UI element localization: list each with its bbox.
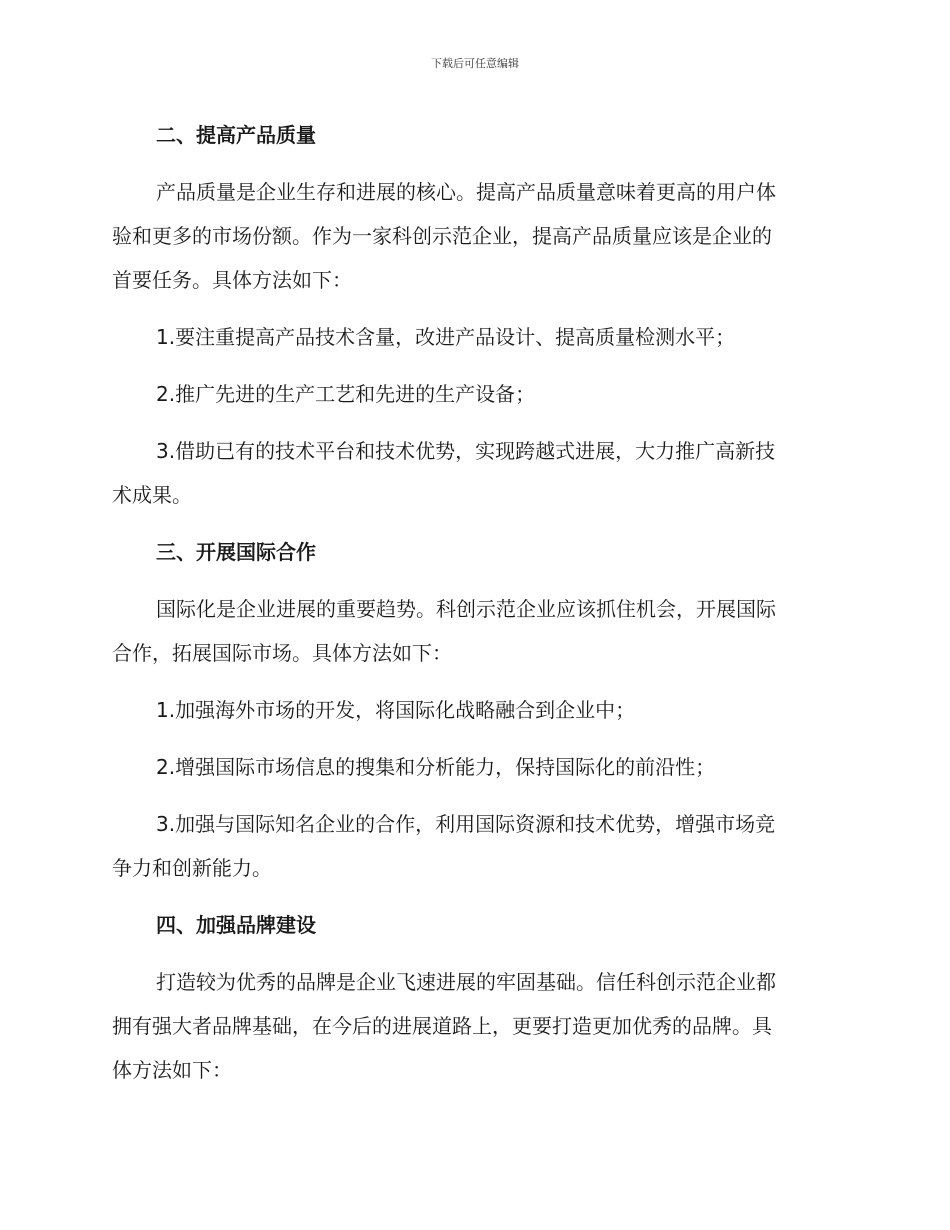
paragraph-line: 首要任务。具体方法如下：	[112, 268, 352, 292]
list-item: 2.增强国际市场信息的搜集和分析能力，保持国际化的前沿性；	[156, 755, 716, 779]
list-item-continuation: 术成果。	[112, 483, 192, 507]
paragraph-line: 打造较为优秀的品牌是企业飞速进展的牢固基础。信任科创示范企业都	[156, 970, 776, 994]
paragraph-line: 验和更多的市场份额。作为一家科创示范企业，提高产品质量应该是企业的	[112, 224, 772, 248]
list-item: 2.推广先进的生产工艺和先进的生产设备；	[156, 382, 536, 406]
page-header-note: 下载后可任意编辑	[431, 57, 519, 70]
section-heading-3: 三、开展国际合作	[156, 540, 316, 564]
list-item-continuation: 争力和创新能力。	[112, 856, 272, 880]
list-item: 1.要注重提高产品技术含量，改进产品设计、提高质量检测水平；	[156, 325, 736, 349]
document-body	[112, 113, 832, 1092]
section-heading-4: 四、加强品牌建设	[156, 913, 316, 937]
paragraph-line: 体方法如下：	[112, 1058, 232, 1082]
paragraph-line: 合作，拓展国际市场。具体方法如下：	[112, 641, 452, 665]
list-item: 1.加强海外市场的开发，将国际化战略融合到企业中；	[156, 698, 636, 722]
paragraph-line: 国际化是企业进展的重要趋势。科创示范企业应该抓住机会，开展国际	[156, 597, 776, 621]
section-heading-2: 二、提高产品质量	[156, 123, 316, 147]
list-item: 3.加强与国际知名企业的合作，利用国际资源和技术优势，增强市场竞	[156, 812, 776, 836]
list-item: 3.借助已有的技术平台和技术优势，实现跨越式进展，大力推广高新技	[156, 439, 776, 463]
paragraph-line: 拥有强大者品牌基础，在今后的进展道路上，更要打造更加优秀的品牌。具	[112, 1014, 772, 1038]
paragraph-line: 产品质量是企业生存和进展的核心。提高产品质量意味着更高的用户体	[156, 180, 776, 204]
